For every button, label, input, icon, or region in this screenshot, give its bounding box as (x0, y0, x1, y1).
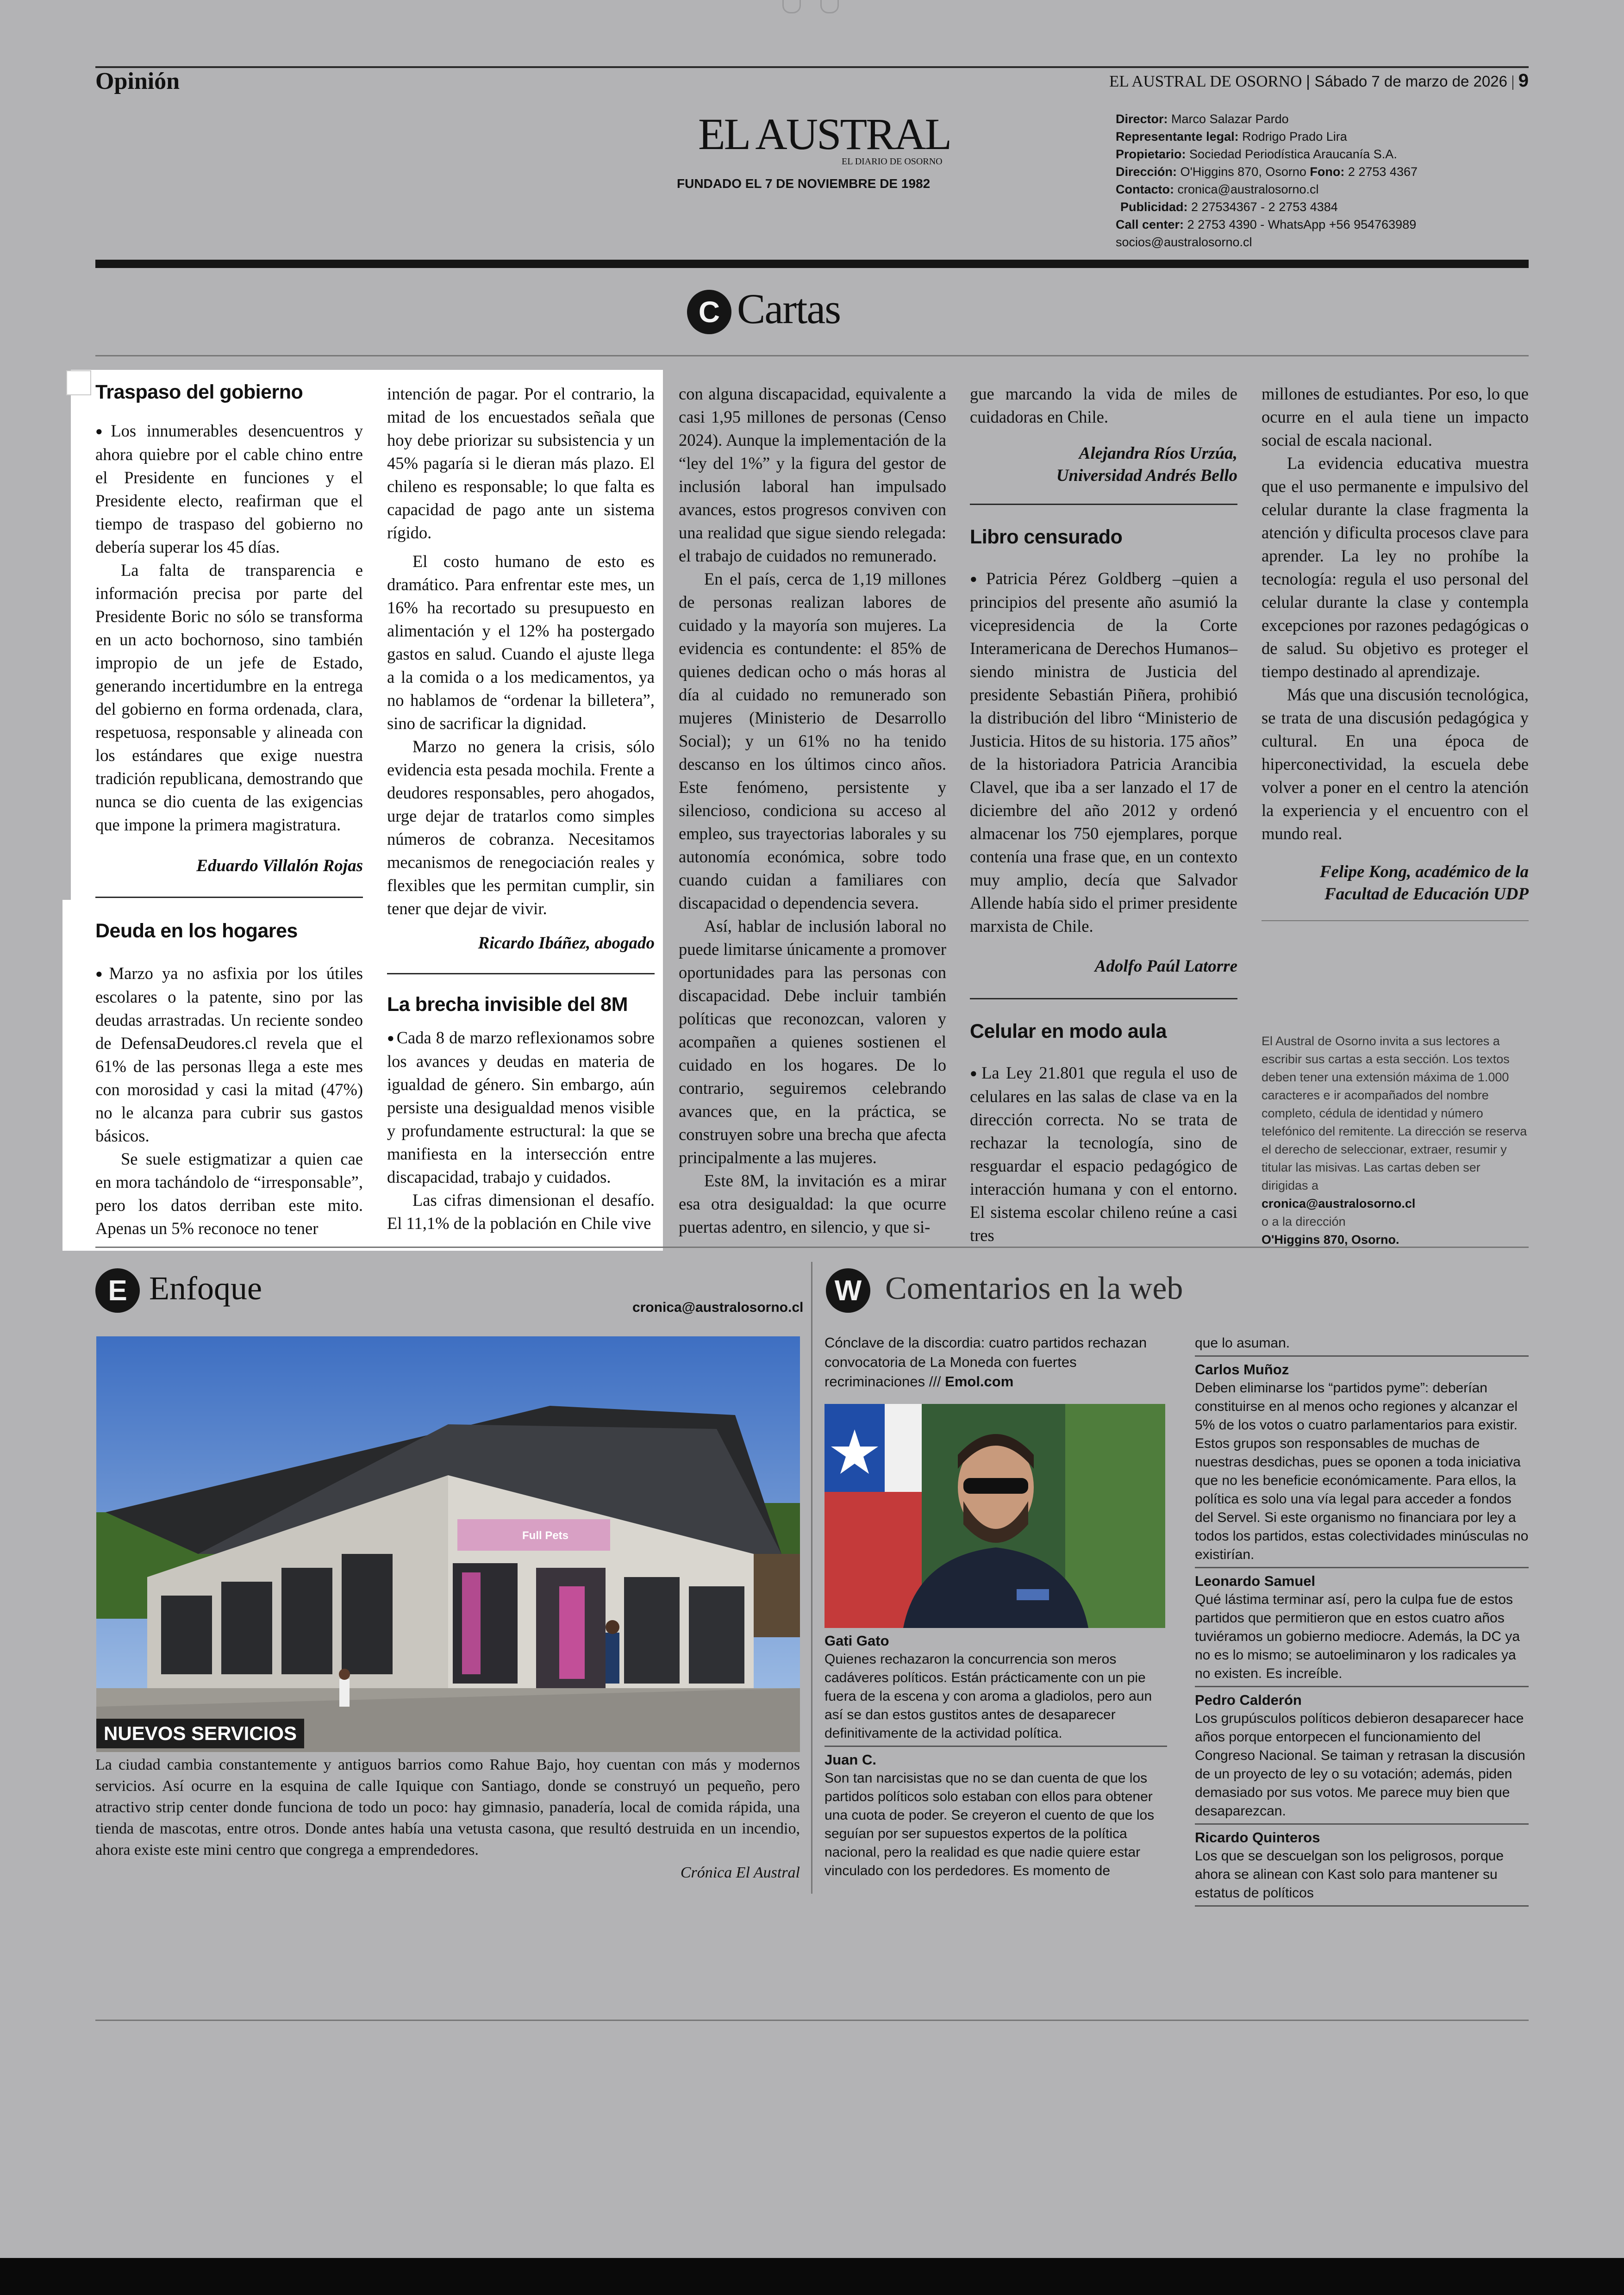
letter-separator (1262, 920, 1529, 921)
letter-title: La brecha invisible del 8M (387, 993, 628, 1016)
notice-middle: o a la dirección (1262, 1215, 1346, 1229)
letter-paragraph: millones de estudiantes. Por eso, lo que ocurre en el aula tiene un impacto social de escala nacional. (1262, 384, 1529, 449)
letter-paragraph: intención de pagar. Por el contrario, la mitad de los encuestados señala que hoy debe priorizar su subsistencia y un 45% pagaría si le dieran más plazo. El chileno es responsable; lo que falta es capacidad de pago ante un sistema rígido. (387, 384, 655, 542)
shop-sign: Full Pets (522, 1529, 569, 1542)
letter-paragraph: ● Marzo ya no asfixia por los útiles escolares o la patente, sino por las deudas arrastradas. Un reciente sondeo de DefensaDeudores.cl revela que el 61% de las personas llega a este mes con morosidad y casi la mitad (47%) no le alcanza para cubrir sus gastos básicos. (95, 962, 363, 1148)
letter-signature: Adolfo Paúl Latorre (1094, 957, 1237, 976)
staff-box (1116, 110, 1418, 251)
comment-continuation: que lo asuman. (1195, 1335, 1290, 1351)
cartas-column-1 (95, 380, 363, 1240)
letter-paragraph: Se suele estigmatizar a quien cae en mora tachándolo de “irresponsable”, pero los datos derriban este mito. Apenas un 5% reconoce no tener (95, 1149, 363, 1238)
staff-legal: Representante legal: Rodrigo Prado Lira (1116, 130, 1347, 143)
founded-line: FUNDADO EL 7 DE NOVIEMBRE DE 1982 (677, 176, 931, 191)
staff-owner: Propietario: Sociedad Periodística Araucanía S.A. (1116, 147, 1397, 161)
letter-paragraph: ● La Ley 21.801 que regula el uso de celulares en las salas de clase va en la dirección correcta. No se trata de rechazar la tecnología, sino de resguardar el espacio pedagógico de interacción humana y con el entorno. El sistema escolar chileno reúne a casi tres (970, 1061, 1237, 1247)
comment-author: Juan C. (824, 1752, 876, 1768)
politician-photo (824, 1404, 1165, 1628)
cartas-column-2 (387, 382, 655, 1235)
masthead-subtitle: EL DIARIO DE OSORNO (842, 156, 943, 167)
letter-paragraph: gue marcando la vida de miles de cuidadoras en Chile. (970, 384, 1237, 426)
header-bottom-rule (95, 260, 1529, 268)
letter-paragraph: Así, hablar de inclusión laboral no puede limitarse únicamente a promover oportunidades para las personas con discapacidad. Debe incluir también políticas que reconozcan, valoren y acompañen a quienes sostienen el cuidado en los hogares. De lo contrario, seguiremos celebrando avances que, en la práctica, se construyen sobre una brecha que afecta principalmente a las mujeres. (679, 917, 946, 1167)
enfoque-email[interactable]: cronica@australosorno.cl (632, 1300, 804, 1315)
comment-separator (1195, 1567, 1529, 1568)
letters-notice (1262, 1032, 1529, 1249)
letter-title: Traspaso del gobierno (95, 381, 303, 403)
letter-paragraph: En el país, cerca de 1,19 millones de personas realizan labores de cuidado y la mayoría son mujeres. La evidencia es contundente: el 85% de quienes dedican ocho o más horas al día al cuidado no remunerado son mujeres (Ministerio de Desarrollo Social); y un 61% no ha tenido descanso en los últimos cinco años. Este fenómeno, persistente y silencioso, condiciona su acceso al empleo, sus trayectorias laborales y su autonomía económica, sobre todo cuando cuidan a familiares con discapacidad o dependencia severa. (679, 569, 946, 912)
header-top-rule (95, 66, 1529, 68)
web-photo (824, 1404, 1165, 1628)
masthead-title: EL AUSTRAL (698, 109, 951, 159)
notice-text: El Austral de Osorno invita a sus lectores a escribir sus cartas a esta sección. Los textos deben tener una extensión máxima de 1.000 caracteres e ir acompañados del nombre completo, cédula de identidad y número telefónico del remitente. La dirección se reserva el derecho de seleccionar, extraer, resumir y titular las misivas. Las cartas deben ser dirigidas a (1262, 1034, 1527, 1192)
web-heading: Comentarios en la web (885, 1271, 1183, 1306)
letter-paragraph: Marzo no genera la crisis, sólo evidencia esta pesada mochila. Frente a deudores responsables, pero ahogados, urge dejar de tratarlos como simples números de cobranza. Necesitamos mecanismos de renegociación reales y flexibles que les permitan cumplir, sin tener que dejar de vivir. (387, 737, 655, 918)
enfoque-heading: Enfoque (149, 1270, 262, 1307)
viewer-bottom-bar (0, 2258, 1624, 2295)
comment-text: Deben eliminarse los “partidos pyme”: deberían constituirse en al menos ocho regiones y alcanzar el 5% de los votos o cuatro parlamentarios para existir. Estos grupos son responsables de muchas de nuestras desdichas, pues se oponen a toda iniciativa que no les beneficie económicamente. Para ellos, la política es solo una vía legal para acceder a fondos del Servel. Si este organismo no financiara por ley a todos los partidos, estas colectividades minúsculas no existirían. (1195, 1380, 1529, 1562)
letter-signature: Felipe Kong, académico de la Facultad de Educación UDP (1319, 862, 1529, 904)
comment-separator (1195, 1823, 1529, 1825)
cartas-bottom-rule (95, 1247, 1529, 1248)
letter-paragraph: La falta de transparencia e información precisa por parte del Presidente Boric no sólo se transforma en un acto bochornoso, sino también impropio de un jefe de Estado, generando incertidumbre en la entrega del gobierno en forma ordenada, clara, respetuosa, responsable y alineada con los estándares que exige nuestra tradición republicana, demostrando que nunca se dio cuenta de las exigencias que impone la primera magistratura. (95, 561, 363, 834)
comment-separator (824, 1746, 1167, 1747)
letter-separator (970, 504, 1237, 505)
letter-paragraph: ● Patricia Pérez Goldberg –quien a principios del presente año asumió la vicepresidencia de la Corte Interamericana de Derechos Humanos– siendo ministra de Justicia del presidente Sebastián Piñera, prohibió la distribución del libro “Ministerio de Justicia. Hitos de su historia. 175 años” de la historiadora Patricia Arancibia Clavel, que iba a ser lanzado el 17 de diciembre del año 2012 y ordenó almacenar los 750 ejemplares, porque contenía una frase que, en un contexto muy amplio, decía que Salvador Allende había sido el primer presidente marxista de Chile. (970, 567, 1237, 938)
comment-separator (1195, 1686, 1529, 1687)
cartas-column-5 (1262, 382, 1529, 940)
comment-text: Los que se descuelgan son los peligrosos, porque ahora se alinean con Kast solo para mantener su estatus de políticos (1195, 1848, 1504, 1901)
staff-address: Dirección: O'Higgins 870, Osorno Fono: 2 2753 4367 (1116, 165, 1418, 179)
letter-paragraph: Las cifras dimensionan el desafío. El 11,1% de la población en Chile vive (387, 1191, 655, 1233)
selection-handle[interactable] (66, 370, 91, 395)
comment-text: Qué lástima terminar así, pero la culpa fue de estos partidos que permitieron que en estos cuatro años tuviéramos un gobierno mediocre. Además, la DC ya no es lo mismo; se autoeliminaron y los radicales ya no existen. Es increíble. (1195, 1592, 1520, 1681)
comment-author: Gati Gato (824, 1633, 889, 1649)
letter-signature: Alejandra Ríos Urzúa, Universidad Andrés Bello (1056, 444, 1237, 485)
section-divider-vertical (811, 1262, 812, 1894)
cartas-heading: Cartas (737, 285, 841, 332)
web-comments-left (824, 1632, 1167, 1880)
comment-text: Son tan narcisistas que no se dan cuenta de que los partidos políticos solo estaban con ellos para obtener una cuota de poder. Se creyeron el cuento de que los seguían por ser supuestos expertos de la política nacional, pero la realidad es que nadie quiere estar vinculado con los perdedores. Es momento de (824, 1771, 1155, 1878)
comment-text: Los grupúsculos políticos debieron desaparecer hace años porque entorpecen el funcionamiento del Congreso Nacional. Se taiman y retrasan la discusión de un proyecto de ley o su votación; además, piden demasiado por sus votos. Me parece muy bien que desaparezcan. (1195, 1711, 1525, 1819)
comment-author: Leonardo Samuel (1195, 1573, 1316, 1589)
masthead (698, 109, 951, 167)
comment-separator (1195, 1905, 1529, 1907)
dateline: EL AUSTRAL DE OSORNO | Sábado 7 de marzo de 2026 | 9 (1109, 70, 1529, 91)
comment-author: Pedro Calderón (1195, 1692, 1302, 1708)
web-comments-right (1195, 1334, 1529, 1910)
cartas-c-icon: C (687, 290, 731, 334)
enfoque-caption: La ciudad cambia constantemente y antiguos barrios como Rahue Bajo, hoy cuentan con más y modernos servicios. Así ocurre en la esquina de calle Iquique con Santiago, donde se construyó un pequeño, pero atractivo strip center donde funciona de todo un poco: hay gimnasio, panadería, local de comida rápida, una tienda de mascotas, entre otros. Donde antes había una vetusta casona, que resultó destruida en un incendio, ahora existe este mini centro que congrega a emprendedores. (95, 1756, 800, 1858)
page-number: 9 (1518, 70, 1529, 91)
comment-separator (1195, 1355, 1529, 1357)
letter-separator (387, 973, 655, 974)
comment-author: Ricardo Quinteros (1195, 1829, 1320, 1846)
cartas-heading-rule (95, 355, 1529, 356)
web-lead-text: Cónclave de la discordia: cuatro partidos rechazan convocatoria de La Moneda con fuertes recriminaciones /// (824, 1335, 1147, 1390)
staff-callcenter: Call center: 2 2753 4390 - WhatsApp +56 954763989 (1116, 218, 1417, 231)
scroll-up-icon[interactable] (782, 0, 801, 13)
letter-title: Libro censurado (970, 526, 1123, 548)
paper-name: EL AUSTRAL DE OSORNO (1109, 72, 1302, 90)
staff-contact: Contacto: cronica@australosorno.cl (1116, 182, 1319, 196)
cartas-column-4 (970, 382, 1237, 1247)
strip-center-photo (96, 1336, 800, 1752)
letter-paragraph: El costo humano de esto es dramático. Para enfrentar este mes, un 16% ha recortado su presupuesto en alimentación y el 12% ha postergado gastos en salud. Cuando el ajuste llega a la comida o a los medicamentos, ya no hablamos de “ordenar la billetera”, sino de sacrificar la dignidad. (387, 552, 655, 733)
letter-signature: Ricardo Ibáñez, abogado (478, 934, 655, 953)
letter-paragraph: ● Los innumerables desencuentros y ahora quiebre por el cable chino entre el Presidente en funciones y el Presidente electo, reafirman que el tiempo de traspaso del gobierno no debería superar los 45 días. (95, 419, 363, 559)
letter-signature: Eduardo Villalón Rojas (196, 856, 363, 875)
enfoque-credit: Crónica El Austral (680, 1864, 800, 1881)
notice-address: O'Higgins 870, Osorno. (1262, 1233, 1399, 1247)
staff-director: Director: Marco Salazar Pardo (1116, 112, 1289, 126)
letter-paragraph: Este 8M, la invitación es a mirar esa otra desigualdad: la que ocurre puertas adentro, en silencio, y que si- (679, 1171, 946, 1236)
comment-author: Carlos Muñoz (1195, 1361, 1289, 1378)
enfoque-e-icon: E (95, 1268, 140, 1313)
letter-separator (95, 897, 363, 898)
scroll-down-icon[interactable] (820, 0, 839, 13)
letter-separator (970, 998, 1237, 999)
comment-text: Quienes rechazaron la concurrencia son meros cadáveres políticos. Están prácticamente con un pie fuera de la escena y con aroma a gladiolos, pero aun así se dan estos gustitos antes de desaparecer definitivamente de la actividad política. (824, 1652, 1152, 1741)
enfoque-photo (96, 1336, 800, 1752)
letter-paragraph: La evidencia educativa muestra que el uso permanente e impulsivo del celular durante la clase fragmenta la atención y dificulta procesos clave para aprender. La ley no prohíbe la tecnología: regula el uso personal del celular durante la clase y contempla excepciones por razones pedagógicas o de salud. Su objetivo es proteger el tiempo destinado al aprendizaje. (1262, 454, 1529, 681)
letter-title: Celular en modo aula (970, 1020, 1167, 1042)
staff-members-email: socios@australosorno.cl (1116, 235, 1252, 249)
staff-ads: Publicidad: 2 27534367 - 2 2753 4384 (1120, 200, 1338, 214)
notice-email[interactable]: cronica@australosorno.cl (1262, 1197, 1416, 1210)
web-lead (824, 1333, 1176, 1391)
page-bottom-rule (95, 2020, 1529, 2021)
web-w-icon: W (826, 1268, 870, 1313)
letter-title: Deuda en los hogares (95, 920, 298, 942)
issue-date: Sábado 7 de marzo de 2026 (1314, 73, 1507, 90)
letter-paragraph: ● Cada 8 de marzo reflexionamos sobre los avances y deudas en materia de igualdad de género. Sin embargo, aún persiste una desigualdad menos visible y profundamente estructural: la que se manifiesta en la intersección entre discapacidad, trabajo y cuidados. (387, 1026, 655, 1189)
web-lead-source[interactable]: Emol.com (945, 1373, 1014, 1390)
photo-label: NUEVOS SERVICIOS (96, 1719, 304, 1748)
section-label: Opinión (95, 68, 180, 94)
letter-paragraph: Más que una discusión tecnológica, se trata de una discusión pedagógica y cultural. En una época de hiperconectividad, la escuela debe volver a poner en el centro la atención la experiencia y el encuentro con el mundo real. (1262, 685, 1529, 843)
cartas-column-3 (679, 382, 946, 1239)
letter-paragraph: con alguna discapacidad, equivalente a casi 1,95 millones de personas (Censo 2024). Aunque la implementación de la “ley del 1%” y la figura del gestor de inclusión laboral han impulsado avances, estos progresos conviven con una realidad que sigue siendo relegada: el trabajo de cuidados no remunerado. (679, 384, 946, 565)
